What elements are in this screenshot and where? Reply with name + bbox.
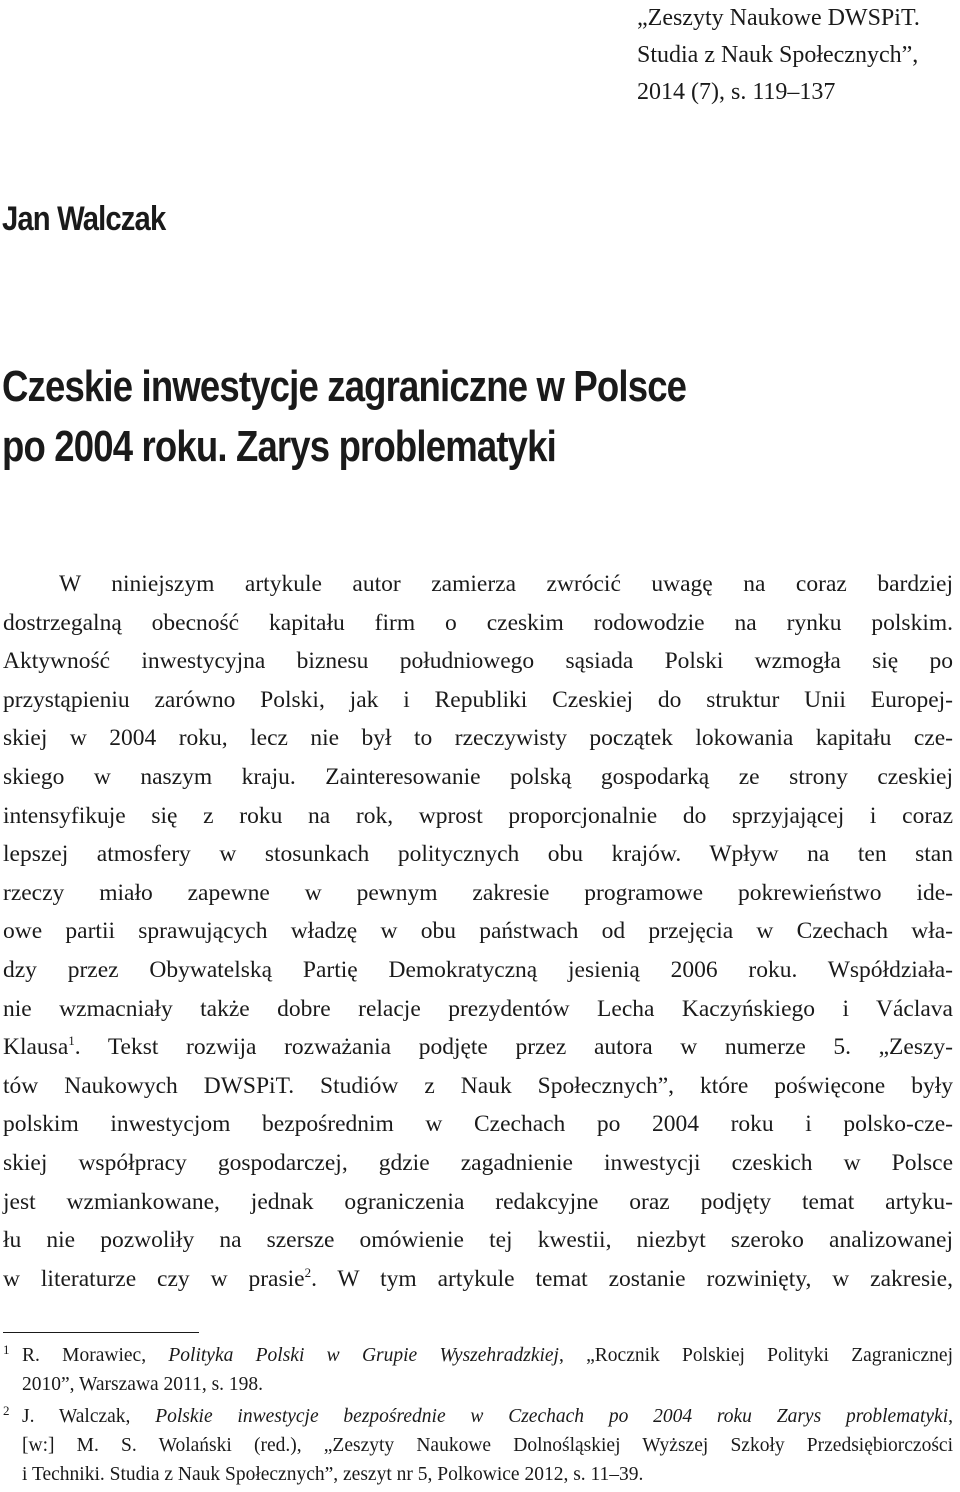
footnote-ref-2[interactable]: 2 [304,1264,312,1280]
journal-header-line: „Zeszyty Naukowe DWSPiT. [637,5,920,31]
journal-header-line: 2014 (7), s. 119–137 [637,79,836,105]
footnote-2 [3,1402,953,1489]
footnote-text: , [948,1406,953,1427]
footnote-line [22,1341,953,1370]
abstract-text: . Tekst rozwija rozważania podjęte przez autora w numerze 5. „Zeszy- [74,1034,953,1061]
abstract-text: . W tym artykule temat zostanie rozwinięty, w zakresie, [311,1265,953,1292]
abstract-line: owe partii sprawujących władzę w obu państwach od przejęcia w Czechach wła- [3,918,953,945]
journal-header [637,0,957,111]
abstract-line: W niniejszym artykule autor zamierza zwrócić uwagę na coraz bardziej [59,571,953,597]
footnote-separator [3,1332,199,1333]
footnote-1 [3,1341,953,1399]
author-name: Jan Walczak [2,200,166,238]
abstract-line: skiej współpracy gospodarczej, gdzie zagadnienie inwestycji czeskich w Polsce [3,1149,953,1176]
footnote-line: 2010”, Warszawa 2011, s. 198. [22,1374,264,1395]
abstract-line: intensyfikuje się z roku na rok, wprost proporcjonalnie do sprzyjającej i coraz [3,802,953,829]
journal-header-line: Studia z Nauk Społecznych”, [637,42,919,68]
article-title-line: po 2004 roku. Zarys problematyki [2,422,556,471]
abstract-line: dzy przez Obywatelską Partię Demokratyczną jesienią 2006 roku. Współdziała- [3,956,953,983]
abstract-line: nie wzmacniały także dobre relacje prezydentów Lecha Kaczyńskiego i Václava [3,995,953,1022]
footnote-text: , „Rocznik Polskiej Polityki Zagranicznej [558,1345,953,1366]
abstract-line [3,1260,953,1299]
footnote-ref-1[interactable]: 1 [68,1033,75,1049]
abstract-paragraph [3,565,953,1298]
footnotes [3,1341,953,1492]
abstract-line: rzeczy miało zapewne w pewnym zakresie programowe pokrewieństwo ide- [3,879,953,906]
abstract-line: skiego w naszym kraju. Zainteresowanie polską gospodarką ze strony czeskiej [3,763,953,790]
article-title [2,357,686,477]
footnote-italic-title: Polityka Polski w Grupie Wyszehradzkiej [168,1345,559,1366]
abstract-line [3,1028,953,1067]
abstract-line: dostrzegalną obecność kapitału firm o czeskim rodowodzie na rynku polskim. [3,609,953,636]
abstract-line: skiej w 2004 roku, lecz nie był to rzeczywisty początek lokowania kapitału cze- [3,725,953,752]
abstract-line: przystąpieniu zarówno Polski, jak i Republiki Czeskiej do struktur Unii Europej- [3,686,953,713]
abstract-line: lepszej atmosfery w stosunkach politycznych obu krajów. Wpływ na ten stan [3,841,953,868]
footnote-italic-title: Polskie inwestycje bezpośrednie w Czechach po 2004 roku Zarys problematyki [155,1406,949,1427]
footnote-number: 2 [3,1403,10,1418]
footnote-line [22,1402,953,1431]
article-title-line: Czeskie inwestycje zagraniczne w Polsce [2,362,687,411]
footnote-line: [w:] M. S. Wolański (red.), „Zeszyty Naukowe Dolnośląskiej Wyższej Szkoły Przedsiębiorczości [22,1435,953,1456]
abstract-line: łu nie pozwoliły na szersze omówienie tej kwestii, niezbyt szeroko analizowanej [3,1227,953,1254]
abstract-line: Aktywność inwestycyjna biznesu południowego sąsiada Polski wzmogła się po [3,648,953,675]
abstract-line: tów Naukowych DWSPiT. Studiów z Nauk Społecznych”, które poświęcone były [3,1072,953,1099]
footnote-text: R. Morawiec, [22,1345,169,1366]
abstract-text: w literaturze czy w prasie [3,1265,305,1292]
footnote-number: 1 [3,1342,10,1357]
abstract-text: Klausa [3,1034,69,1061]
abstract-line: polskim inwestycjom bezpośrednim w Czechach po 2004 roku i polsko-cze- [3,1111,953,1138]
footnote-line: i Techniki. Studia z Nauk Społecznych”, zeszyt nr 5, Polkowice 2012, s. 11‒39. [22,1464,644,1485]
footnote-text: J. Walczak, [22,1406,156,1427]
abstract-line: jest wzmiankowane, jednak ograniczenia redakcyjne oraz podjęty temat artyku- [3,1188,953,1215]
